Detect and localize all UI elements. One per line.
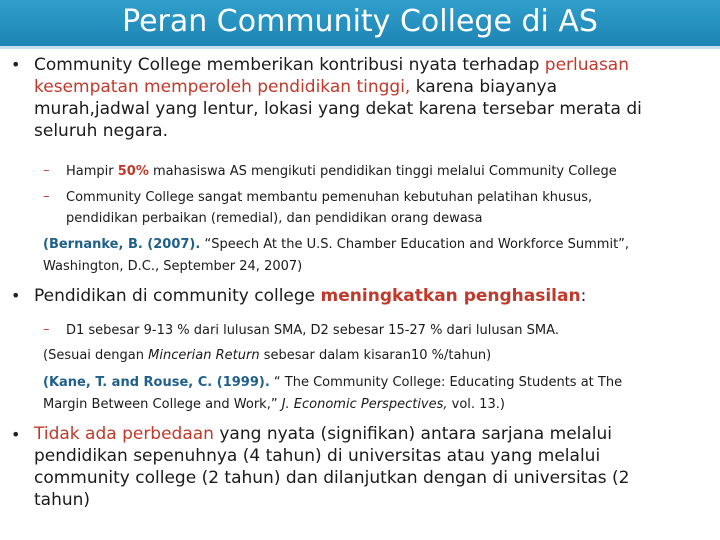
bullet-1-dot: • [11, 55, 21, 74]
reference-bernanke: (Bernanke, B. (2007). “Speech At the U.S. Chamber Education and Workforce Summit”, Washington, D.C., September 24, 2007) [43, 237, 630, 274]
note-mincerian: (Sesuai dengan Mincerian Return sebesar dalam kisaran10 %/tahun) [43, 348, 492, 363]
highlight-perluasan: perluasan [544, 55, 629, 75]
sub-1-1-dash: – [43, 163, 50, 178]
bullet-3-text: Tidak ada perbedaan yang nyata (signifikan) antara sarjana melalui pendidikan sepenuhnya (4 tahun) di universitas atau yang melalui community college (2 tahun) dan dilanjutkan dengan di universitas (2 tahun) [34, 424, 630, 510]
sub-1-2-dash: – [43, 189, 50, 204]
bullet-2-dot: • [11, 286, 21, 305]
bullet-3-dot: • [11, 425, 21, 444]
slide-title: Peran Community College di AS [122, 4, 598, 39]
bullet-2-text: Pendidikan di community college meningkatkan penghasilan: [34, 286, 587, 306]
highlight-penghasilan: meningkatkan penghasilan [320, 286, 581, 306]
highlight-tidak-ada-perbedaan: Tidak ada perbedaan [34, 424, 214, 444]
sub-1-1-text: Hampir 50% mahasiswa AS mengikuti pendidikan tinggi melalui Community College [66, 164, 617, 179]
sub-1-2-text: Community College sangat membantu pemenuhan kebutuhan pelatihan khusus, pendidikan perbaikan (remedial), dan pendidikan orang dewasa [66, 190, 593, 226]
sub-2-1-dash: – [43, 322, 50, 337]
bullet-1-text: Community College memberikan kontribusi nyata terhadap perluasan kesempatan memperoleh pendidikan tinggi, karena biayanya murah,jadwal yang lentur, lokasi yang dekat karena tersebar merata di seluruh negara. [34, 55, 642, 141]
highlight-kesempatan: kesempatan memperoleh pendidikan tinggi, [34, 77, 411, 97]
reference-kane-rouse: (Kane, T. and Rouse, C. (1999). “ The Community College: Educating Students at The Margin Between College and Work,” J. Economic Perspectives, vol. 13.) [43, 375, 623, 412]
sub-2-1-text: D1 sebesar 9-13 % dari lulusan SMA, D2 sebesar 15-27 % dari lulusan SMA. [66, 323, 559, 338]
